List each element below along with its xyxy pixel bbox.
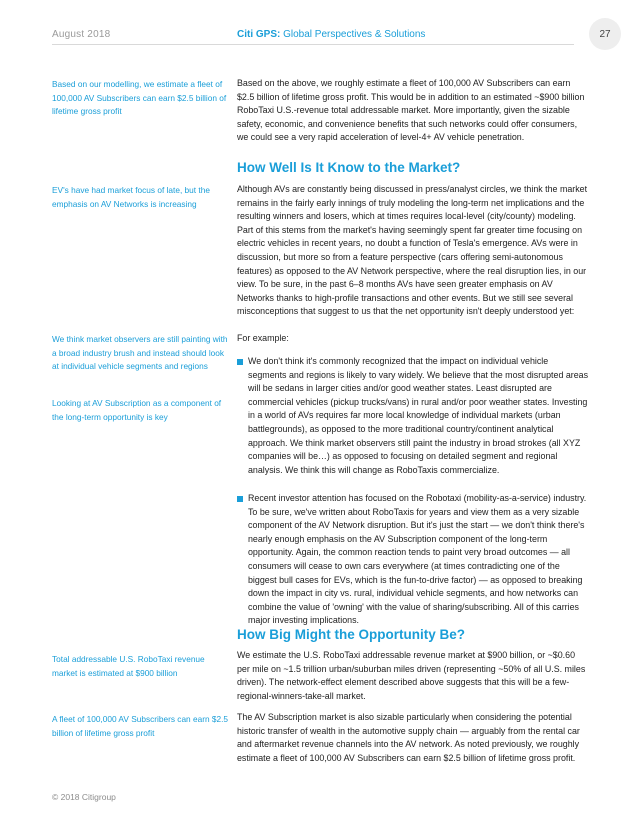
section-heading: How Big Might the Opportunity Be? <box>237 627 465 642</box>
sidebar-note: EV's have had market focus of late, but the emphasis on AV Networks is increasing <box>52 185 210 209</box>
sidebar-note: We think market observers are still painting with a broad industry brush and instead should look at individual vehicle segments and regions <box>52 334 228 372</box>
header-date: August 2018 <box>52 29 111 40</box>
body-paragraph: We estimate the U.S. RoboTaxi addressable revenue market at $900 billion, or ~$0.60 per mile on ~1.5 trillion urban/suburban miles driven (representing ~50% of all U.S. miles driven). The network-effect element described above suggests that this will be a few-regional-winners-take-all market. <box>237 650 586 701</box>
footer-copyright: © 2018 Citigroup <box>52 792 116 802</box>
body-paragraph: Based on the above, we roughly estimate a fleet of 100,000 AV Subscribers can earn $2.5 billion of lifetime gross profit. This would be in addition to an estimated ~$900 billion RoboTaxi U.S.-revenue total addressable market. More importantly, given the sizable safety, economic, and convenience benefits that such networks could offer consumers, we could see a very rapid acceleration of level-4+ AV vehicle penetration. <box>237 78 585 143</box>
page-header <box>0 0 640 52</box>
header-divider <box>52 44 574 45</box>
body-paragraph: Although AVs are constantly being discussed in press/analyst circles, we think the market remains in the fairly early innings of truly modeling the long-term net implications and the resulting winners and losers, which at times requires local-level (city/county) modeling. Part of this stems from the market's having seemingly spent far greater time focusing on electric vehicles in recent years, no doubt a function of Tesla's emergence. AVs were in discussion, but more so from a feature perspective (cars offering semi-autonomous features) as opposed to the AV Network perspective, where the real disruption lies, in our view. To be sure, in the past 6–8 months AVs have seen greater emphasis on AV Networks thanks to high-profile transactions and other events. But we still see several misconceptions that suggest to us that the net opportunity isn't deeply understood yet: <box>237 184 588 317</box>
sidebar-note: Looking at AV Subscription as a component of the long-term opportunity is key <box>52 398 222 422</box>
sidebar-note: A fleet of 100,000 AV Subscribers can earn $2.5 billion of lifetime gross profit <box>52 714 229 738</box>
sidebar-note: Based on our modelling, we estimate a fleet of 100,000 AV Subscribers can earn $2.5 billion of lifetime gross profit <box>52 79 227 117</box>
body-paragraph: The AV Subscription market is also sizable particularly when considering the potential historic transfer of wealth in the automotive supply chain — arguably from the rental car and aftermarket revenue channels into the AV network. As noted previously, we roughly estimate a fleet of 100,000 AV Subscribers can earn $2.5 billion of lifetime gross profit. <box>237 712 580 763</box>
brand-name: Citi GPS: <box>237 29 281 40</box>
brand-subtitle: Global Perspectives & Solutions <box>280 29 426 40</box>
header-brand <box>237 29 425 40</box>
body-paragraph: For example: <box>237 333 289 343</box>
bullet-text: We don't think it's commonly recognized that the impact on individual vehicle segments and regions is likely to vary widely. We believe that the most disrupted areas will be sedans in larger cities and/or good weather states. Least disrupted are commercial vehicles (pickup trucks/vans) in rural and/or poor weather states. Investing in a world of AVs requires far more local knowledge of individual markets (urban battlegrounds), as opposed to the more traditional country/continent analytical approach. We think market observers still paint the industry in broad strokes (all XYZ companies will be…) as opposed to focusing on detailed segment and regional analysis. We think this will change as RoboTaxis commercialize. <box>248 356 589 475</box>
section-heading: How Well Is It Know to the Market? <box>237 160 461 175</box>
square-bullet-icon <box>237 359 243 365</box>
bullet-text: Recent investor attention has focused on the Robotaxi (mobility-as-a-service) industry. To be sure, we've written about RoboTaxis for years and view them as a very sizable component of the AV Network disruption. But it's just the start — we don't think there's nearly enough emphasis on the AV Subscription component of the long-term opportunity. Again, the common reaction tends to paint very broad outcomes — all consumers will cease to own cars everywhere (at times contradicting one of the biggest bull cases for EVs, which is the fun-to-drive factor) — as opposed to breaking down the impact in city vs. rural, individual vehicle segments, and how networks can combine the value of 'owning' with the value of sharing/subscribing. All of this carries major investing implications. <box>248 493 587 626</box>
square-bullet-icon <box>237 496 243 502</box>
sidebar-note: Total addressable U.S. RoboTaxi revenue market is estimated at $900 billion <box>52 654 205 678</box>
page-number-badge: 27 <box>589 18 621 50</box>
